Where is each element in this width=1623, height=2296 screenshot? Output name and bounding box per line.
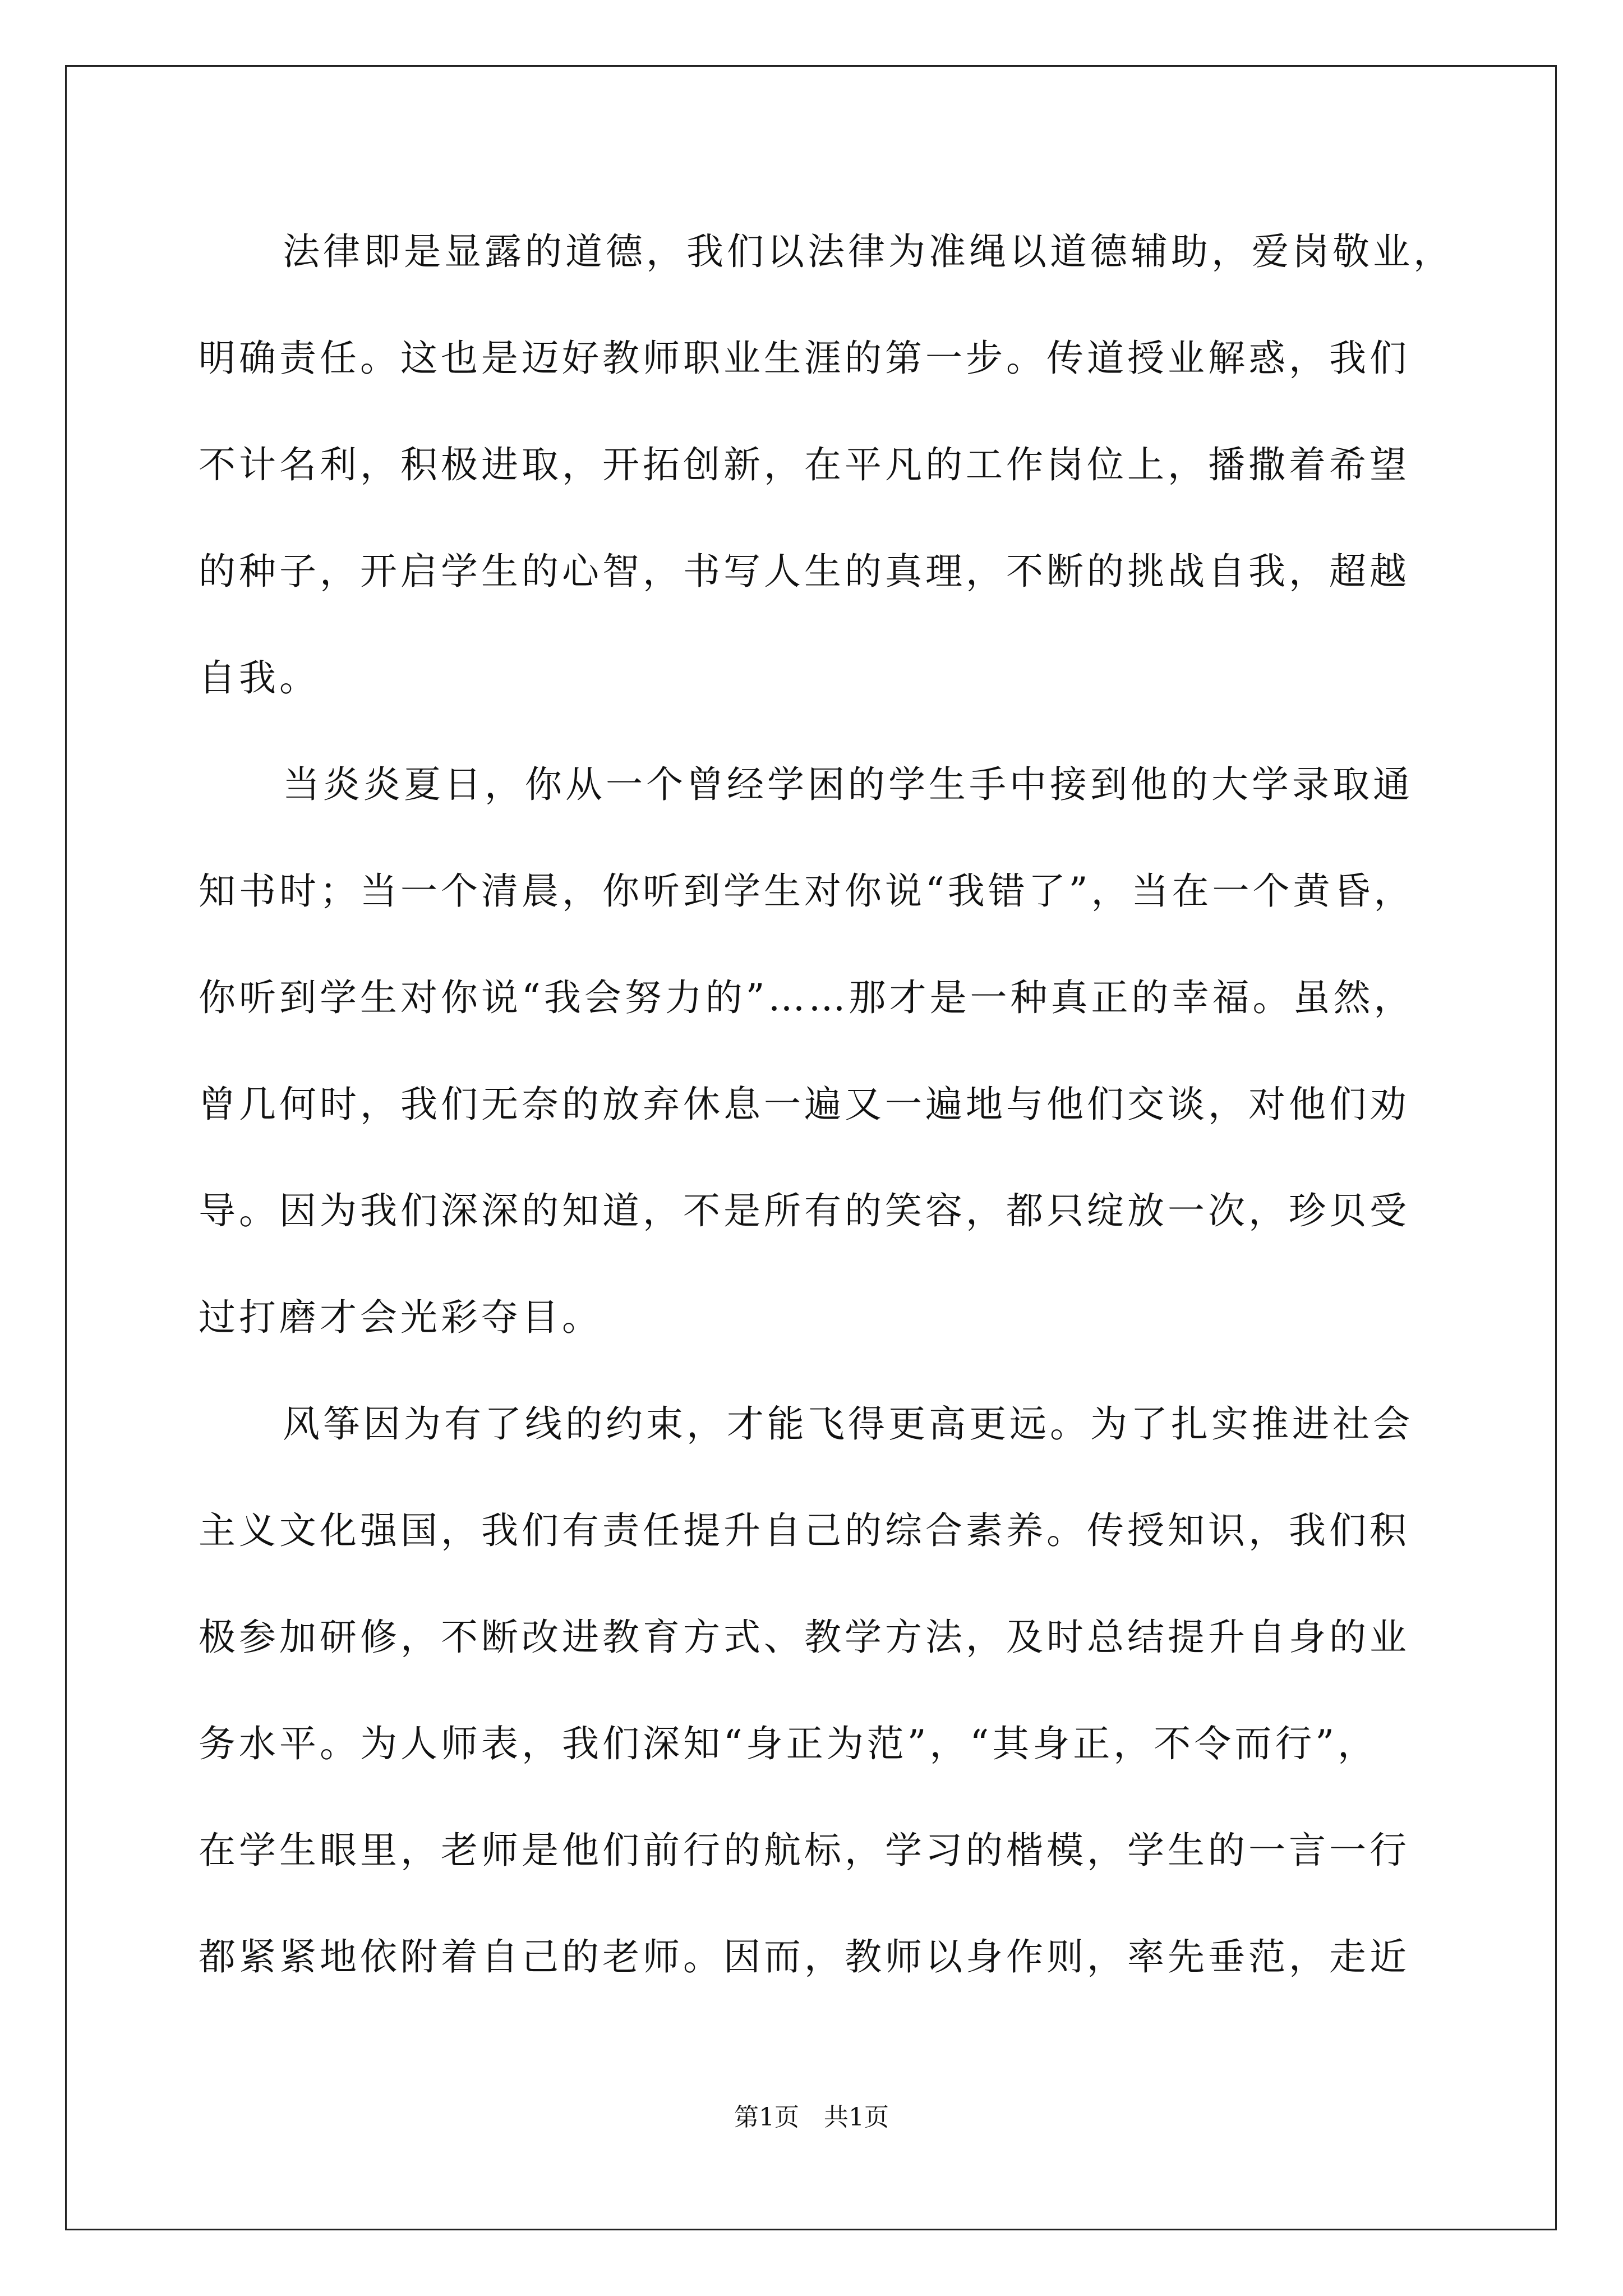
paragraph-3-line-6: 都紧紧地依附着自己的老师。因而，教师以身作则，率先垂范，走近 (199, 1935, 1410, 1978)
paragraph-3-line-2: 主义文化强国，我们有责任提升自己的综合素养。传授知识，我们积 (199, 1509, 1410, 1552)
paragraph-1-line-2: 明确责任。这也是迈好教师职业生涯的第一步。传道授业解惑，我们 (199, 337, 1410, 380)
paragraph-1-line-4: 的种子，开启学生的心智，书写人生的真理，不断的挑战自我，超越 (199, 550, 1410, 593)
paragraph-2-line-6: 过打磨才会光彩夺目。 (199, 1296, 602, 1339)
paragraph-2-line-1: 当炎炎夏日，你从一个曾经学困的学生手中接到他的大学录取通 (283, 763, 1413, 806)
page-number-footer: 第1页 共1页 (734, 2103, 889, 2132)
paragraph-1-line-5: 自我。 (199, 656, 320, 700)
paragraph-2-line-4: 曾几何时，我们无奈的放弃休息一遍又一遍地与他们交谈，对他们劝 (199, 1083, 1410, 1126)
paragraph-1-line-3: 不计名利，积极进取，开拓创新，在平凡的工作岗位上，播撒着希望 (199, 443, 1410, 486)
page-border (65, 65, 1557, 2230)
paragraph-2-line-2: 知书时；当一个清晨，你听到学生对你说“我错了”，当在一个黄昏， (199, 869, 1414, 913)
paragraph-1-line-1: 法律即是显露的道德，我们以法律为准绳以道德辅助，爱岗敬业， (283, 230, 1454, 273)
paragraph-3-line-4: 务水平。为人师表，我们深知“身正为范”，“其身正，不令而行”， (199, 1722, 1378, 1765)
paragraph-3-line-1: 风筝因为有了线的约束，才能飞得更高更远。为了扎实推进社会 (283, 1402, 1413, 1446)
paragraph-3-line-5: 在学生眼里，老师是他们前行的航标，学习的楷模，学生的一言一行 (199, 1829, 1410, 1872)
paragraph-2-line-5: 导。因为我们深深的知道，不是所有的笑容，都只绽放一次，珍贝受 (199, 1189, 1410, 1232)
paragraph-2-line-3: 你听到学生对你说“我会努力的”……那才是一种真正的幸福。虽然， (199, 976, 1414, 1019)
paragraph-3-line-3: 极参加研修，不断改进教育方式、教学方法，及时总结提升自身的业 (199, 1616, 1410, 1659)
